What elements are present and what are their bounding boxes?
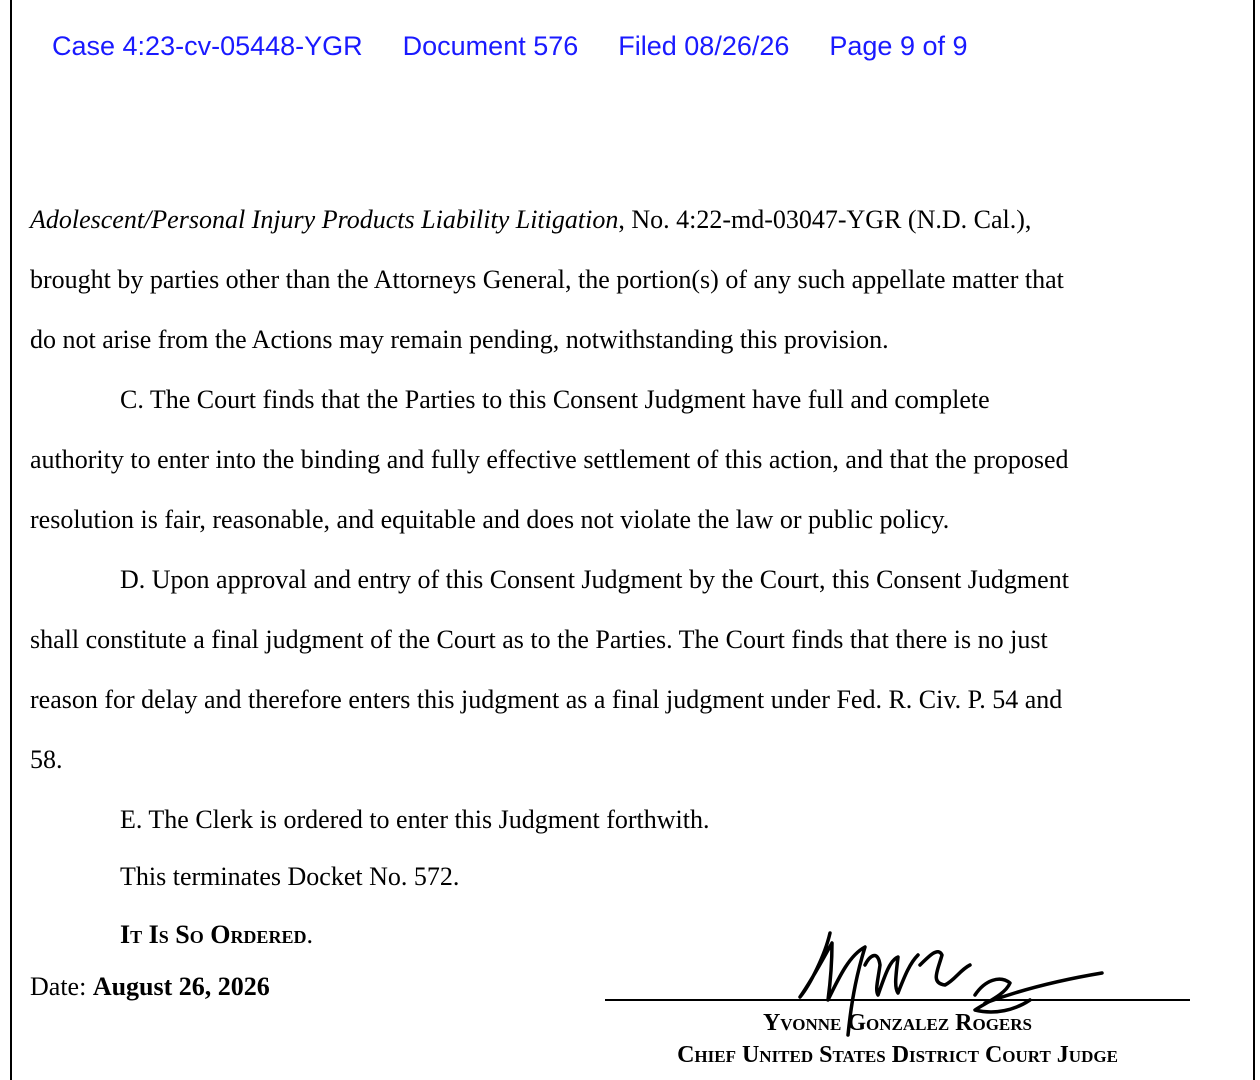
filed-date: Filed 08/26/26 — [618, 31, 790, 61]
judge-name: Yvonne Gonzalez Rogers — [762, 1010, 1033, 1036]
paragraph-c-line-1: C. The Court finds that the Parties to this Consent Judgment have full and complete — [120, 385, 990, 414]
page-border-left — [10, 0, 12, 1080]
document-number: Document 576 — [402, 31, 579, 61]
date-line — [30, 969, 270, 1005]
paragraph-b-line-3: do not arise from the Actions may remain pending, notwithstanding this provision. — [30, 325, 889, 354]
paragraph-c-line-2: authority to enter into the binding and fully effective settlement of this action, and that the proposed — [30, 445, 1069, 474]
so-ordered: It Is So Ordered. — [120, 920, 313, 949]
date-value: August 26, 2026 — [92, 972, 270, 1001]
paragraph-b-line-1 — [30, 202, 1031, 238]
paragraph-d-line-1: D. Upon approval and entry of this Consent Judgment by the Court, this Consent Judgment — [120, 565, 1069, 594]
so-ordered-text: It Is So Ordered — [120, 920, 307, 949]
page-border-right — [1253, 0, 1255, 1080]
paragraph-c-line-3: resolution is fair, reasonable, and equitable and does not violate the law or public policy. — [30, 505, 950, 534]
document-header-stamp — [52, 28, 968, 64]
terminates-docket: This terminates Docket No. 572. — [120, 862, 460, 891]
paragraph-d-line-4: 58. — [30, 745, 63, 774]
judge-title: Chief United States District Court Judge — [677, 1042, 1118, 1068]
paragraph-d-line-2: shall constitute a final judgment of the Court as to the Parties. The Court finds that there is no just — [30, 625, 1048, 654]
date-label: Date: — [30, 972, 93, 1001]
case-number: Case 4:23-cv-05448-YGR — [52, 31, 363, 61]
case-caption-italic: Adolescent/Personal Injury Products Liability Litigation — [30, 205, 619, 234]
paragraph-b-line-2: brought by parties other than the Attorneys General, the portion(s) of any such appellate matter that — [30, 265, 1064, 294]
paragraph-e: E. The Clerk is ordered to enter this Judgment forthwith. — [120, 805, 710, 834]
page-count: Page 9 of 9 — [829, 31, 968, 61]
case-caption-rest: , No. 4:22-md-03047-YGR (N.D. Cal.), — [618, 205, 1032, 234]
paragraph-d-line-3: reason for delay and therefore enters this judgment as a final judgment under Fed. R. Civ. P. 54 and — [30, 685, 1063, 714]
